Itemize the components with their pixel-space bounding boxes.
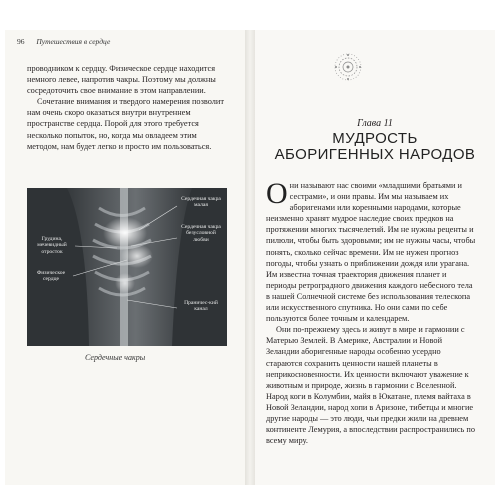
right-paragraph-2: Они по-прежнему здесь и живут в мире и гармонии с Матерью Землей. В Америке, Австралии и Новой Зеландии аборигенные народы особенно усердно стараются сохранить ценности нашей планеты в неприкосновенности. Их ценности включают уважение к животным и природе, жизнь в гармонии с Вселенной. Народ коги в Колумбии, майя в Юкатане, племя вайтаха в Новой Зеландии, народ хопи в Аризоне, тибетцы и многие другие народы — это люди, чьи предки жили на древнем континенте Лемурия, а впоследствии распространились по всему миру. [266, 325, 475, 446]
running-head [17, 37, 110, 46]
label-pranic-channel: Праничес-кий канал [184, 300, 218, 313]
left-page [5, 30, 245, 485]
right-paragraph-1 [266, 177, 476, 324]
label-sternum: Грудина, мечевидный отросток [37, 236, 67, 255]
label-small-heart-chakra: Сердечная чакра малая [181, 196, 221, 209]
chapter-title-line-1: МУДРОСТЬ [332, 130, 418, 147]
label-heart-chakra-infinity: Сердечная чакра безусловной любви [181, 224, 221, 243]
chapter-title-line-2: АБОРИГЕННЫХ НАРОДОВ [274, 146, 476, 163]
book-gutter [245, 30, 255, 485]
running-head-title: Путешествия в сердце [36, 37, 111, 46]
left-paragraph-2: Сочетание внимания и твердого намерения позволит нам очень скоро оказаться внутри внутреннем пространстве сердца. Порой для этого требуется несколько попыток, но, когда мы овладеем этим методом, нам будет легко и просто им пользоваться. [27, 97, 224, 151]
left-body-text [27, 63, 229, 152]
figure-caption: Сердечные чакры [85, 353, 146, 362]
chapter-title [255, 131, 495, 163]
left-paragraph-1: проводником к сердцу. Физическое сердце находится немного левее, напротив чакры. Поэтому мы должны сосредоточить свое внимание в этом направлении. [27, 64, 216, 96]
xray-illustration [27, 188, 227, 346]
right-body-text [266, 177, 476, 446]
label-physical-heart: Физическое сердце [36, 270, 66, 283]
page-number: 96 [17, 37, 25, 46]
drop-cap: О [266, 177, 288, 210]
heart-chakra-figure [27, 188, 227, 346]
chapter-label: Глава 11 [357, 118, 393, 129]
right-paragraph-1-text: ни называют нас своими «младшими братьями и сестрами», и они правы. Им мы называем их аборигенами или коренными народами, которые неизменно хранят мудрое наследие своих предков на протяжении многих тысячелетий. Им не нужны реценты и пилюли, чтобы быть здоровыми; им не нужны часы, чтобы понять, сколько сейчас времени. Им не нужен прогноз погоды, чтобы узнать о приближении дождя или урагана. Им известна точная траектория движения планет и периоды ретроградного движения каждого небесного тела в нашей Солнечной системе без использования телескопа или искусственного спутника. Но они сами по себе пользуются более точным и календарем. [266, 181, 476, 324]
ornament-icon [333, 52, 363, 82]
